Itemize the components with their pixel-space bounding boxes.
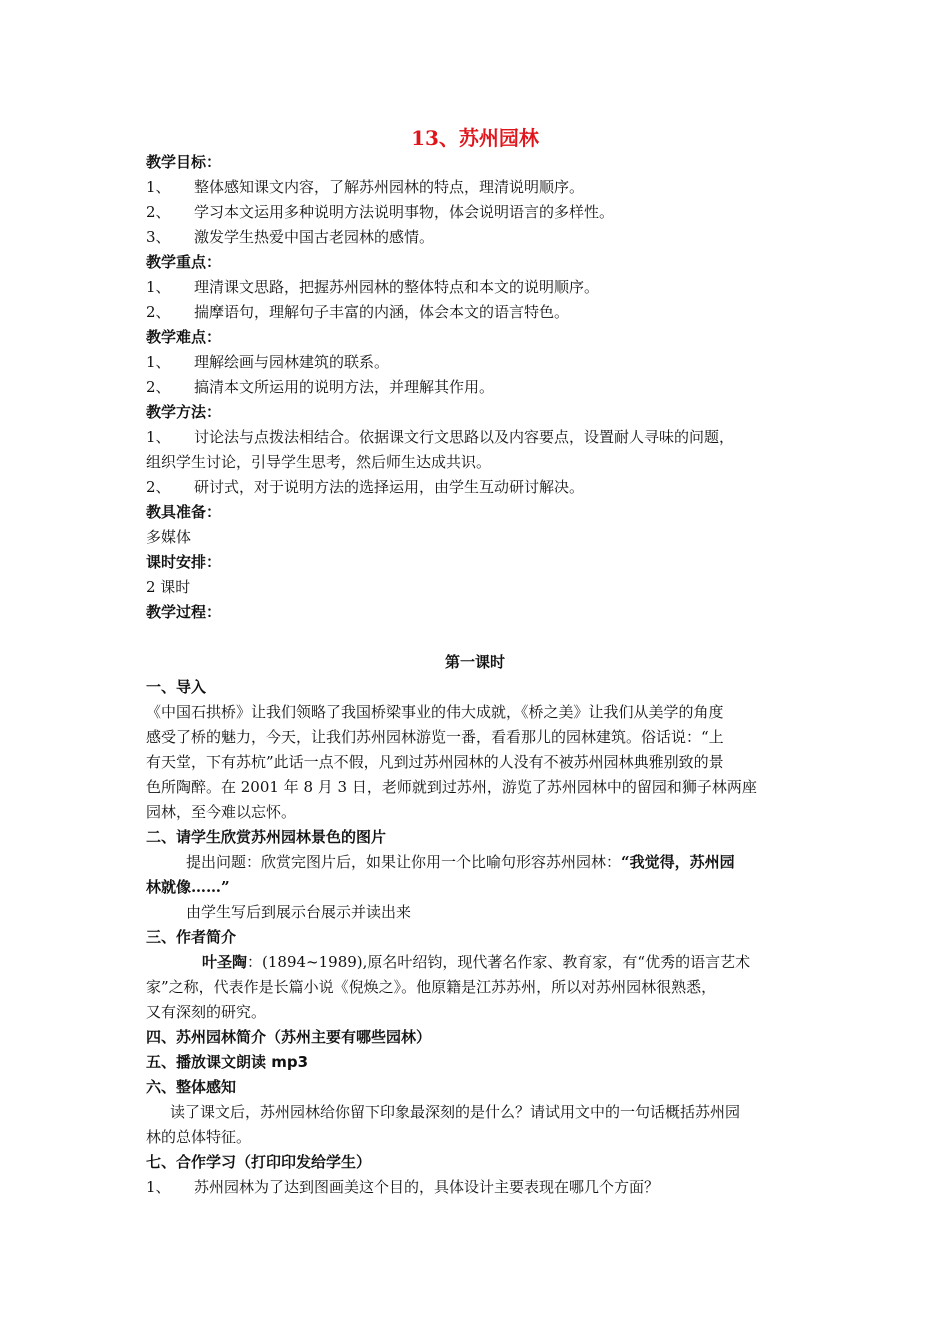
goal-item: 3、 激发学生热爱中国古老园林的感情。 bbox=[146, 228, 435, 246]
document-title: 13、苏州园林 bbox=[411, 126, 539, 150]
section-heading: 四、苏州园林简介（苏州主要有哪些园林） bbox=[146, 1028, 432, 1046]
paragraph-line: 《中国石拱桥》让我们领略了我国桥梁事业的伟大成就，《桥之美》让我们从美学的角度 bbox=[146, 703, 724, 721]
goal-item: 2、 学习本文运用多种说明方法说明事物，体会说明语言的多样性。 bbox=[146, 203, 615, 221]
question-line: 提出问题：欣赏完图片后，如果让你用一个比喻句形容苏州园林：“我觉得，苏州园 bbox=[186, 853, 735, 871]
note-line: 由学生写后到展示台展示并读出来 bbox=[186, 903, 412, 921]
author-name: 叶圣陶 bbox=[202, 953, 248, 971]
keypoint-item: 2、 揣摩语句，理解句子丰富的内涵，体会本文的语言特色。 bbox=[146, 303, 570, 321]
methods-heading: 教学方法： bbox=[146, 403, 222, 421]
goals-heading: 教学目标： bbox=[146, 153, 222, 171]
method-item: 1、 讨论法与点拨法相结合。依据课文行文思路以及内容要点，设置耐人寻味的问题， bbox=[146, 428, 735, 446]
keypoint-item: 1、 理清课文思路，把握苏州园林的整体特点和本文的说明顺序。 bbox=[146, 278, 600, 296]
paragraph-line: 林的总体特征。 bbox=[146, 1128, 252, 1146]
section-heading: 一、导入 bbox=[146, 678, 207, 696]
paragraph-line: 有天堂，下有苏杭”此话一点不假，凡到过苏州园林的人没有不被苏州园林典雅别致的景 bbox=[146, 753, 724, 771]
difficulty-item: 1、 理解绘画与园林建筑的联系。 bbox=[146, 353, 390, 371]
section-heading: 七、合作学习（打印印发给学生） bbox=[146, 1153, 372, 1171]
lesson-title: 第一课时 bbox=[444, 653, 505, 671]
paragraph-line: 色所陶醉。在 2001 年 8 月 3 日，老师就到过苏州，游览了苏州园林中的留园和狮子林两座 bbox=[146, 778, 757, 796]
question-line-continued: 林就像……” bbox=[146, 878, 230, 896]
section-heading: 六、整体感知 bbox=[146, 1078, 237, 1096]
tools-text: 多媒体 bbox=[146, 528, 192, 546]
section-heading: 三、作者简介 bbox=[146, 928, 237, 946]
author-line: 叶圣陶：(1894~1989),原名叶绍钧，现代著名作家、教育家，有“优秀的语言艺术 bbox=[202, 953, 751, 971]
process-heading: 教学过程： bbox=[146, 603, 222, 621]
section-heading: 二、请学生欣赏苏州园林景色的图片 bbox=[146, 828, 387, 846]
paragraph-line: 园林，至今难以忘怀。 bbox=[146, 803, 297, 821]
tools-heading: 教具准备： bbox=[146, 503, 222, 521]
schedule-text: 2 课时 bbox=[146, 578, 191, 596]
keypoints-heading: 教学重点： bbox=[146, 253, 222, 271]
method-item: 2、 研讨式，对于说明方法的选择运用，由学生互动研讨解决。 bbox=[146, 478, 585, 496]
paragraph-line: 感受了桥的魅力，今天，让我们苏州园林游览一番，看看那儿的园林建筑。俗话说：“上 bbox=[146, 728, 724, 746]
schedule-heading: 课时安排： bbox=[146, 553, 222, 571]
difficulty-item: 2、 搞清本文所运用的说明方法，并理解其作用。 bbox=[146, 378, 495, 396]
author-line: 又有深刻的研究。 bbox=[146, 1003, 267, 1021]
question-item: 1、 苏州园林为了达到图画美这个目的，具体设计主要表现在哪几个方面？ bbox=[146, 1178, 660, 1196]
goal-item: 1、 整体感知课文内容，了解苏州园林的特点，理清说明顺序。 bbox=[146, 178, 585, 196]
difficulties-heading: 教学难点： bbox=[146, 328, 222, 346]
author-line: 家”之称，代表作是长篇小说《倪焕之》。他原籍是江苏苏州，所以对苏州园林很熟悉， bbox=[146, 978, 717, 996]
method-item-continued: 组织学生讨论，引导学生思考，然后师生达成共识。 bbox=[146, 453, 492, 471]
paragraph-line: 读了课文后，苏州园林给你留下印象最深刻的是什么？请试用文中的一句话概括苏州园 bbox=[170, 1103, 741, 1121]
section-heading: 五、播放课文朗读 mp3 bbox=[146, 1053, 309, 1071]
